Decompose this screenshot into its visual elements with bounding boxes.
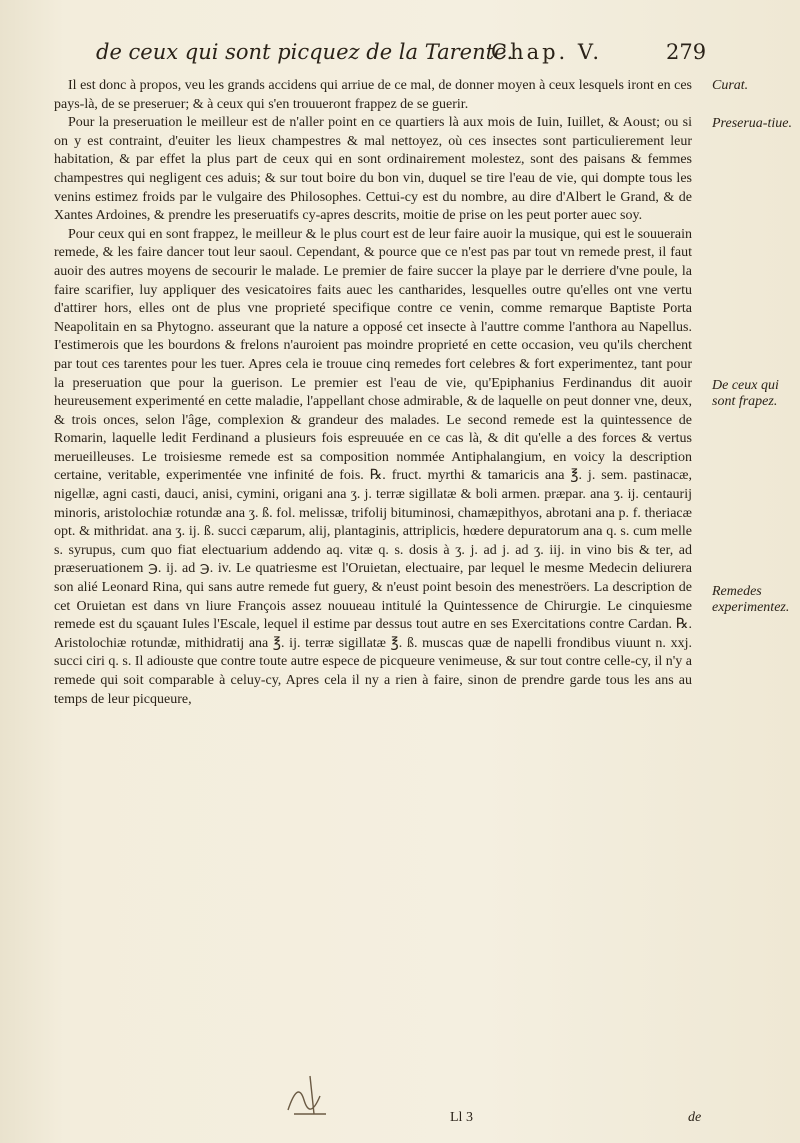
running-head (96, 40, 716, 64)
paragraph-preservation: Pour la preseruation le meilleur est de n'aller point en ce quartiers là aux mois de Iuin, Iuillet, & Aoust; ou si on y est contraint, d'euiter les lieux champestres & mal nettoyez, où ces insectes sont particulierement leur habitation, & par effet la plus part de ceux qui en sont ordinairement molestez, sont des paisans & femmes champestres qui negligent ces aduis; & sur tout boire du bon vin, duquel se tire l'eau de vie, qui dompte tous les venins estimez froids par le vulgaire des Philosophes. Cettui-cy est du nombre, au dire d'Albert le Grand, & de Xantes Ardoines, & prendre les preseruatifs cy-apres descrits, moitie de prise on les peut porter auec soy. (54, 115, 692, 224)
margin-note-curat: Curat. (712, 78, 749, 93)
margin-note-remedies: Remedes experimentez. (712, 584, 790, 615)
paragraph-remedies: Pour ceux qui en sont frappez, le meilleur & le plus court est de leur faire auoir la musique, qui est le souuerain remede, & les faire dancer tout leur saoul. Cependant, & pource que ce n'est pas par tout vn remede prest, il faut auoir des autres moyens de secourir le malade. Le premier de faire succer la playe par le derriere d'vne poule, la faire scarifier, luy appliquer des vesicatoires faits auec les cantharides, lesquelles outre qu'elles ont vne vertu d'attirer hors, elles ont de plus vne proprieté specifique contre ce venin, comme remarque Baptiste Porta Neapolitain en sa Phytogno. asseurant que la nature a opposé cet insecte à l'auttre comme l'anthora au Napellus. I'estimerois que les bourdons & frelons n'auroient pas moindre proprieté en cette occasion, veu qu'ils cherchent par tout ces tarentes pour les tuer. Apres cela ie trouue cinq remedes fort celebres & fort experimentez, tant pour la preseruation que pour la guerison. Le premier est l'eau de vie, qu'Epiphanius Ferdinandus dit auoir heureusement experimenté en cette maladie, l'appellant chose admirable, & de laquelle on peut donner vne, deux, & trois onces, selon l'âge, complexion & grandeur des malades. Le second remede est la quintessence de Romarin, laquelle ledit Ferdinand a plusieurs fois espreuuée en ce cas là, & dit qu'elle a des forces & vertus merueilleuses. Le troisiesme remede est sa composition nommée Antiphalangium, en voicy la description certaine, veritable, experimentée vne infinité de fois. ℞. fruct. myrthi & tamaricis ana ℥. j. sem. pastinacæ, nigellæ, agni casti, dauci, anisi, cymini, origani ana ʒ. j. terræ sigillatæ & boli armen. præpar. ana ʒ. ij. centaurij minoris, aristolochiæ rotundæ ana ʒ. ß. fol. melissæ, trifolij bituminosi, chamæpithyos, abrotani ana p. f. theriacæ opt. & mithridat. ana ʒ. ij. ß. succi cæparum, alij, plantaginis, attriplicis, hœdere depuratorum ana q. s. cum melle s. syrupus, cum quo fiat electuarium addendo aq. vitæ q. s. dosis à ʒ. j. ad j. ad ʒ. iij. in vino bis & ter, ad præseruationem ℈. ij. ad ℈. iv. Le quatriesme est l'Oruietan, electuaire, par lequel le mesme Medecin deliurera son alié Leonard Rina, qui sans autre remede fut guery, & n'eust point besoin des meneströers. La description de cet Oruietan est dans vn liure François assez nouueau intitulé la Quintessence de Chirurgie. Le cinquiesme remede est du sçauant Iules l'Escale, lequel il estime par dessus tout autre en ses Exercitations contre Cardan. ℞. Aristolochiæ rotundæ, mithidratij ana ℥. ij. terræ sigillatæ ℥. ß. muscas quæ de napelli frondibus viuunt n. xxj. succi ciri q. s. Il adiouste que contre toute autre espece de picqueure venimeuse, & sur tout contre celle-cy, il n'y a remede qui soit comparable à celuy-cy, Apres cela il ny a rien à faire, sinon de prendre garde tous les ans au temps de leur picqueure, (54, 226, 692, 707)
page-number: 279 (666, 40, 707, 64)
running-title: de ceux qui sont picquez de la Tarente. (96, 40, 514, 64)
signature-mark: Ll 3 (450, 1110, 473, 1125)
body-text (54, 77, 692, 709)
paragraph-intro: Il est donc à propos, veu les grands accidens qui arriue de ce mal, de donner moyen à ceux lesquels iront en ces pays-là, de se preseruer; & à ceux qui s'en trouueront frappez de se guerir. (54, 78, 692, 112)
margin-note-preservative: Preserua-tiue. (712, 116, 792, 131)
catchword: de (688, 1110, 702, 1125)
margin-note-stricken: De ceux qui sont frapez. (712, 378, 779, 409)
ink-mark (280, 1070, 340, 1120)
chapter-label: Chap. V. (491, 40, 603, 64)
